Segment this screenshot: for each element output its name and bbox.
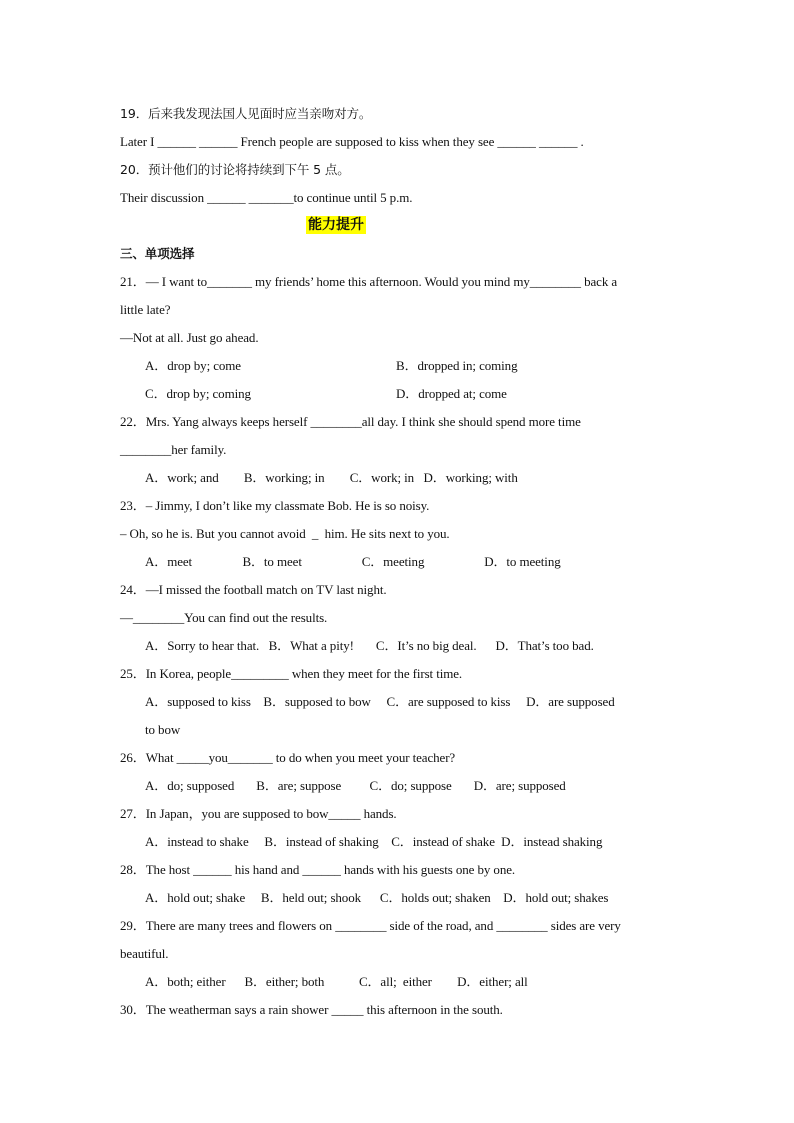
q27-line1: 27．In Japan，you are supposed to bow_____ hands. [120, 806, 397, 821]
q20-english: Their discussion ______ _______to continue until 5 p.m. [120, 190, 413, 205]
q23-line2: – Oh, so he is. But you cannot avoid _ him. He sits next to you. [120, 526, 450, 541]
q29-line1: 29．There are many trees and flowers on ________ side of the road, and ________ sides are very [120, 918, 621, 933]
q21-option-c: C．drop by; coming [145, 386, 251, 401]
q21-option-d: D．dropped at; come [396, 386, 507, 401]
q23-line1: 23．– Jimmy, I don’t like my classmate Bob. He is so noisy. [120, 498, 430, 513]
q29-line2: beautiful. [120, 946, 169, 961]
q22-line2: ________her family. [120, 442, 227, 457]
q21-line2: little late? [120, 302, 171, 317]
q19-chinese: 19．后来我发现法国人见面时应当亲吻对方。 [120, 106, 372, 121]
q19-english: Later I ______ ______ French people are supposed to kiss when they see ______ ______ . [120, 134, 584, 149]
q28-options: A．hold out; shake B．held out; shook C．holds out; shaken D．hold out; shakes [145, 890, 609, 905]
q27-options: A．instead to shake B．instead of shaking C．instead of shake D．instead shaking [145, 834, 603, 849]
q22-line1: 22．Mrs. Yang always keeps herself ________all day. I think she should spend more time [120, 414, 581, 429]
q26-line1: 26．What _____you_______ to do when you meet your teacher? [120, 750, 456, 765]
q30-line1: 30．The weatherman says a rain shower _____ this afternoon in the south. [120, 1002, 503, 1017]
q21-line3: —Not at all. Just go ahead. [120, 330, 259, 345]
q21-option-b: B．dropped in; coming [396, 358, 518, 373]
q28-line1: 28．The host ______ his hand and ______ hands with his guests one by one. [120, 862, 516, 877]
highlight-heading: 能力提升 [308, 217, 364, 233]
q25-line1: 25．In Korea, people_________ when they meet for the first time. [120, 666, 463, 681]
q25-options-cont: to bow [145, 722, 181, 737]
q21-option-a: A．drop by; come [145, 358, 241, 373]
q26-options: A．do; supposed B．are; suppose C．do; suppose D．are; supposed [145, 778, 566, 793]
section-title: 三、单项选择 [120, 246, 195, 261]
q22-options: A．work; and B．working; in C．work; in D．working; with [145, 470, 518, 485]
q29-options: A．both; either B．either; both C．all; either D．either; all [145, 974, 528, 989]
q21-line1: 21．— I want to_______ my friends’ home this afternoon. Would you mind my________ back a [120, 274, 618, 289]
q24-options: A．Sorry to hear that. B．What a pity! C．It’s no big deal. D．That’s too bad. [145, 638, 594, 653]
q25-options: A．supposed to kiss B．supposed to bow C．are supposed to kiss D．are supposed [145, 694, 615, 709]
q24-line2: —________You can find out the results. [120, 610, 328, 625]
q24-line1: 24．—I missed the football match on TV last night. [120, 582, 387, 597]
q20-chinese: 20．预计他们的讨论将持续到下午 5 点。 [120, 162, 350, 177]
q23-options: A．meet B．to meet C．meeting D．to meeting [145, 554, 561, 569]
